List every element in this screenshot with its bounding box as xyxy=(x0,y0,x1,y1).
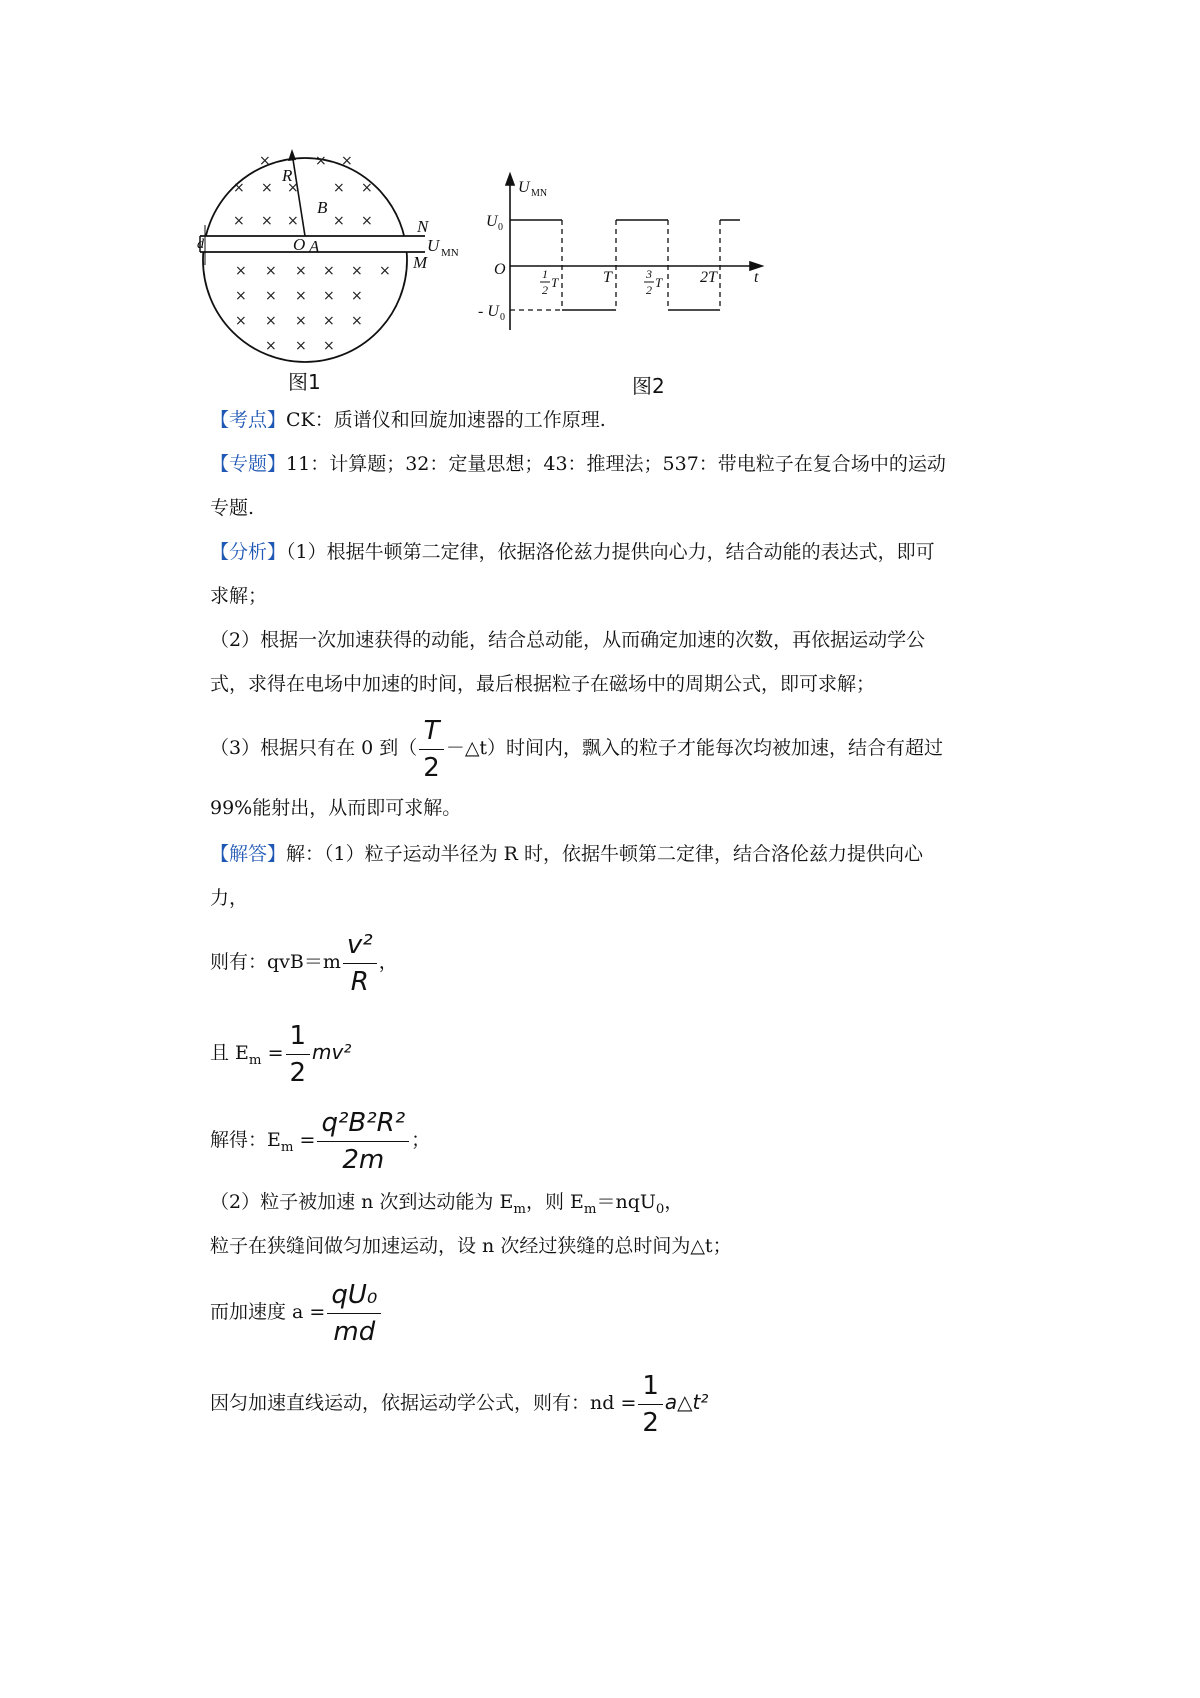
eq5-equals: = xyxy=(620,1392,637,1414)
tick-threehalf-num: 3 xyxy=(646,267,652,281)
fraction-half-2: $\frac{1}{2}$ xyxy=(638,1368,663,1441)
figure-1-diagram xyxy=(195,135,495,405)
tick-t: T xyxy=(603,269,612,286)
eq1-suffix: ， xyxy=(378,951,398,973)
svg-text:×: × xyxy=(323,288,335,304)
svg-text:×: × xyxy=(351,288,363,304)
fenxi-line-6: 99%能射出，从而即可求解。 xyxy=(210,797,462,819)
jieda-line-3: （2）粒子被加速 n 次到达动能为 $E_m$，则 $E_m=nqU_0$， xyxy=(210,1191,684,1217)
svg-text:×: × xyxy=(315,153,327,169)
svg-text:×: × xyxy=(323,338,335,354)
eq4-equals: = xyxy=(309,1301,326,1323)
eq5-prefix: 因匀加速直线运动，依据运动学公式，则有：nd xyxy=(210,1392,615,1414)
zhuanti-line xyxy=(210,450,946,478)
svg-text:×: × xyxy=(235,288,247,304)
svg-text:×: × xyxy=(323,313,335,329)
fenxi-line-1 xyxy=(210,538,935,566)
fenxi-p3post: －△t）时间内，飘入的粒子才能每次均被加速，结合有超过 xyxy=(445,737,944,759)
figure-2-chart xyxy=(470,170,790,345)
label-b: B xyxy=(317,198,328,217)
svg-text:×: × xyxy=(261,180,273,196)
fenxi-tag: 【分析】 xyxy=(210,541,287,563)
tick-half-t: T xyxy=(551,275,559,290)
svg-text:×: × xyxy=(287,180,299,196)
kaodian-line xyxy=(210,406,606,434)
svg-text:×: × xyxy=(361,180,373,196)
origin-label: O xyxy=(494,261,506,278)
svg-text:×: × xyxy=(287,213,299,229)
kaodian-tag: 【考点】 xyxy=(210,409,287,431)
tick-u0-sub: 0 xyxy=(498,222,503,233)
figure-1-caption: 图1 xyxy=(288,370,321,394)
fraction-q2b2r2-over-2m: $\frac{\text{q²B²R²}}{2m}$ xyxy=(317,1105,409,1178)
svg-text:×: × xyxy=(333,213,345,229)
svg-text:×: × xyxy=(295,338,307,354)
equation-3 xyxy=(210,1100,430,1188)
svg-text:×: × xyxy=(233,180,245,196)
eq2-sub: m xyxy=(248,1052,262,1068)
t-axis-label: t xyxy=(754,269,759,286)
equation-4 xyxy=(210,1272,383,1352)
eq3-prefix: 解得：E xyxy=(210,1129,281,1151)
eq3-suffix: ； xyxy=(411,1129,431,1151)
eq2-prefix: 且 E xyxy=(210,1042,249,1064)
svg-text:×: × xyxy=(351,263,363,279)
tick-neg-u0-sub: 0 xyxy=(500,312,505,323)
fraction-t-over-2: $\frac{T}{2}$ xyxy=(419,713,444,786)
eq4-prefix: 而加速度 a xyxy=(210,1301,304,1323)
svg-text:×: × xyxy=(265,313,277,329)
svg-text:×: × xyxy=(265,263,277,279)
fraction-qu0-over-md: $\frac{\text{qU₀}}{md}$ xyxy=(327,1277,381,1350)
svg-text:×: × xyxy=(341,153,353,169)
figure-2-caption: 图2 xyxy=(632,374,665,398)
tick-u0: U xyxy=(486,213,498,230)
eq2-suffix: mv² xyxy=(312,1040,352,1064)
equation-1 xyxy=(210,922,398,1002)
svg-text:×: × xyxy=(361,213,373,229)
svg-text:×: × xyxy=(333,180,345,196)
eq5-suffix: a△t² xyxy=(664,1390,709,1414)
jieda-line-1 xyxy=(210,840,923,868)
fenxi-p1a: （1）根据牛顿第二定律，依据洛伦兹力提供向心力，结合动能的表达式，即可 xyxy=(286,541,935,563)
jieda-tag: 【解答】 xyxy=(210,843,287,865)
label-n: N xyxy=(417,217,429,236)
equation-2 xyxy=(210,1012,351,1101)
zhuanti-cont: 专题. xyxy=(210,497,255,519)
eq3-equals: = xyxy=(299,1129,316,1151)
svg-text:×: × xyxy=(235,313,247,329)
fraction-v2-over-r: $\frac{\text{v²}}{R}$ xyxy=(343,927,377,1000)
zhuanti-tag: 【专题】 xyxy=(210,453,287,475)
eq1-prefix: 则有：qvB＝m xyxy=(210,951,341,973)
kaodian-text: CK：质谱仪和回旋加速器的工作原理. xyxy=(286,409,606,431)
label-u-sub: MN xyxy=(441,247,459,259)
label-a: A xyxy=(309,237,320,256)
fraction-half: $\frac{1}{2}$ xyxy=(286,1018,311,1091)
label-d: d xyxy=(197,237,204,252)
svg-text:×: × xyxy=(295,313,307,329)
svg-text:×: × xyxy=(295,288,307,304)
tick-threehalf-t: T xyxy=(655,275,663,290)
fenxi-line-5 xyxy=(210,708,943,788)
equation-5 xyxy=(210,1362,708,1443)
zhuanti-text: 11：计算题；32：定量思想；43：推理法；537：带电粒子在复合场中的运动 xyxy=(286,453,946,475)
fenxi-line-4: 式，求得在电场中加速的时间，最后根据粒子在磁场中的周期公式，即可求解； xyxy=(210,673,876,695)
jieda-line-4: 粒子在狭缝间做匀加速运动，设 n 次经过狭缝的总时间为△t； xyxy=(210,1235,732,1257)
svg-text:×: × xyxy=(351,313,363,329)
fenxi-line-3: （2）根据一次加速获得的动能，结合总动能，从而确定加速的次数，再依据运动学公 xyxy=(210,629,926,651)
svg-text:×: × xyxy=(265,288,277,304)
svg-text:×: × xyxy=(235,263,247,279)
svg-text:×: × xyxy=(233,213,245,229)
label-r: R xyxy=(282,166,293,185)
label-u: U xyxy=(427,236,440,255)
label-o: O xyxy=(293,235,306,254)
svg-text:×: × xyxy=(379,263,391,279)
svg-text:×: × xyxy=(323,263,335,279)
tick-half-num: 1 xyxy=(542,267,548,281)
jieda-p1a: 解：（1）粒子运动半径为 R 时，依据牛顿第二定律，结合洛伦兹力提供向心 xyxy=(286,843,923,865)
tick-neg-u0: - U xyxy=(478,303,499,320)
fenxi-line-2: 求解； xyxy=(210,585,268,607)
jieda-line-2: 力， xyxy=(210,887,249,909)
tick-2t: 2T xyxy=(700,269,717,286)
y-axis-label: U xyxy=(518,179,530,196)
tick-threehalf-den: 2 xyxy=(646,283,652,297)
svg-text:×: × xyxy=(265,338,277,354)
fenxi-p3pre: （3）根据只有在 0 到（ xyxy=(210,737,418,759)
label-m: M xyxy=(413,253,428,272)
eq2-equals: = xyxy=(267,1042,284,1064)
svg-text:×: × xyxy=(295,263,307,279)
svg-text:×: × xyxy=(259,153,271,169)
eq3-sub: m xyxy=(280,1139,294,1155)
tick-half-den: 2 xyxy=(542,283,548,297)
svg-text:×: × xyxy=(261,213,273,229)
y-axis-label-sub: MN xyxy=(531,188,548,199)
